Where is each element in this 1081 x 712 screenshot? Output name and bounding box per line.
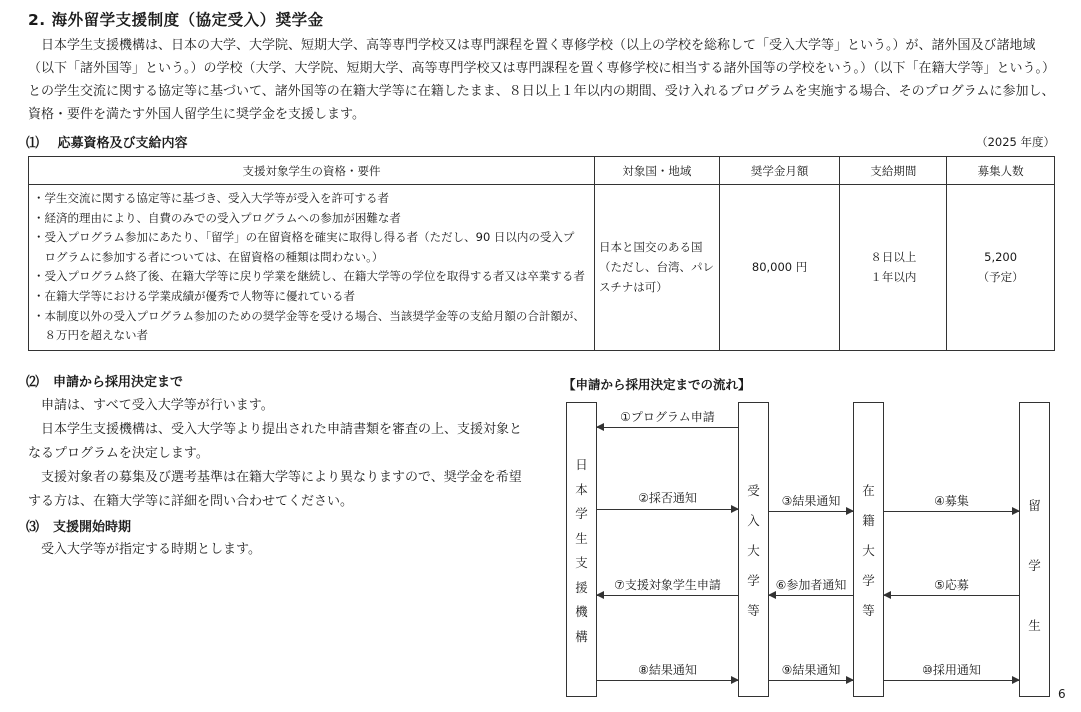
jasso-label bbox=[567, 453, 596, 649]
section1-number: ⑴ bbox=[26, 136, 40, 151]
arrow-right-icon bbox=[769, 511, 853, 512]
arrow-left-icon bbox=[597, 427, 738, 428]
arrow-left-icon bbox=[597, 595, 738, 596]
page-title: 2. 海外留学支援制度（協定受入）奨学金 bbox=[28, 11, 324, 29]
home-char: 大 bbox=[862, 543, 875, 558]
amount-cell: 80,000 円 bbox=[719, 185, 840, 351]
student-char: 学 bbox=[1028, 558, 1041, 573]
header-period: 支給期間 bbox=[840, 157, 947, 185]
country-line: スチナは可） bbox=[598, 280, 668, 295]
section2-number: ⑵ bbox=[26, 375, 40, 390]
step8-label: ⑧結果通知 bbox=[638, 663, 697, 677]
section3-text: 受入大学等が指定する時期とします。 bbox=[41, 542, 261, 557]
home-char: 在 bbox=[862, 483, 875, 498]
step5-label: ⑤応募 bbox=[934, 578, 969, 592]
home-char: 籍 bbox=[862, 513, 875, 528]
arrow-left-icon bbox=[884, 595, 1019, 596]
student-label bbox=[1020, 476, 1049, 656]
host-university-label bbox=[739, 476, 768, 626]
capacity-line: 5,200 bbox=[984, 250, 1018, 265]
jasso-char: 日 bbox=[575, 457, 588, 472]
step1-label: ①プログラム申請 bbox=[620, 410, 715, 424]
period-line: １年以内 bbox=[870, 270, 917, 285]
section3-title: 支援開始時期 bbox=[53, 520, 132, 535]
student-char: 留 bbox=[1028, 498, 1041, 513]
host-char: 等 bbox=[747, 603, 760, 618]
intro-paragraph: 日本学生支援機構は、日本の大学、大学院、短期大学、高等専門学校又は専門課程を置く専修学校（以上の学校を総称して「受入大学等」という。）が、諸外国及び諸地域（以下「諸外国等」という。）の学校（大学、大学院、短期大学、高等専門学校又は専門課程を置く専修学校に相当する諸外国等の学校をいう。）（以下「在籍大学等」という。）との学生交流に関する協定等に基づいて、諸外国等の在籍大学等に在籍したまま、８日以上１年以内の期間、受け入れるプログラムを実施する場合、そのプログラムに参加し、資格・要件を満たす外国人留学生に奨学金を支援します。 bbox=[28, 38, 1056, 122]
jasso-column bbox=[566, 402, 597, 697]
host-university-column bbox=[738, 402, 769, 697]
jasso-char: 構 bbox=[575, 628, 588, 644]
home-char: 等 bbox=[862, 603, 875, 618]
requirement-item: ・受入プログラム参加にあたり、「留学」の在留資格を確実に取得し得る者（ただし、90 日以内の受入プ bbox=[33, 230, 575, 245]
step7-label: ⑦支援対象学生申請 bbox=[614, 578, 721, 592]
jasso-char: 本 bbox=[575, 481, 588, 497]
arrow-right-icon bbox=[884, 680, 1019, 681]
arrow-right-icon bbox=[597, 509, 738, 510]
step2-label: ②採否通知 bbox=[638, 491, 697, 505]
period-cell bbox=[840, 185, 947, 351]
arrow-right-icon bbox=[769, 680, 853, 681]
step3-label: ③結果通知 bbox=[781, 494, 841, 508]
requirement-item: ログラムに参加する者については、在留資格の種類は問わない。） bbox=[33, 249, 384, 264]
step9-label: ⑨結果通知 bbox=[781, 663, 841, 677]
host-char: 入 bbox=[747, 513, 760, 528]
requirement-item: ・経済的理由により、自費のみでの受入プログラムへの参加が困難な者 bbox=[33, 210, 401, 225]
header-capacity: 募集人数 bbox=[947, 157, 1055, 185]
section2-paragraph: 支援対象者の募集及び選考基準は在籍大学等により異なりますので、奨学金を希望する方は、在籍大学等に詳細を問い合わせてください。 bbox=[28, 470, 522, 509]
section3-number: ⑶ bbox=[26, 520, 40, 535]
section2-body bbox=[28, 394, 533, 514]
section2-heading bbox=[26, 371, 197, 390]
table-header-row bbox=[29, 157, 1055, 185]
home-char: 学 bbox=[862, 573, 875, 588]
header-requirements: 支援対象学生の資格・要件 bbox=[29, 157, 595, 185]
step6-label: ⑥参加者通知 bbox=[775, 578, 847, 592]
home-university-label bbox=[854, 476, 883, 626]
section1-heading bbox=[26, 132, 188, 151]
country-line: （ただし、台湾、パレ bbox=[598, 260, 714, 275]
requirement-item: ８万円を超えない者 bbox=[33, 328, 148, 343]
student-char: 生 bbox=[1028, 618, 1041, 633]
step10-label: ⑩採用通知 bbox=[922, 663, 981, 677]
arrow-right-icon bbox=[597, 680, 738, 681]
capacity-cell bbox=[947, 185, 1055, 351]
fiscal-year-label: （2025 年度） bbox=[976, 135, 1055, 149]
jasso-char: 生 bbox=[575, 530, 588, 546]
requirement-item: ・学生交流に関する協定等に基づき、受入大学等が受入を許可する者 bbox=[33, 191, 390, 205]
page-number: 6 bbox=[1058, 687, 1066, 701]
host-char: 学 bbox=[747, 573, 760, 588]
section2-title: 申請から採用決定まで bbox=[53, 375, 184, 390]
intro-section bbox=[28, 34, 1060, 126]
country-cell bbox=[594, 185, 719, 351]
period-line: ８日以上 bbox=[870, 250, 917, 265]
header-amount: 奨学金月額 bbox=[719, 157, 840, 185]
table-row bbox=[29, 185, 1055, 351]
requirements-cell bbox=[29, 185, 595, 351]
section2-paragraph: 日本学生支援機構は、受入大学等より提出された申請書類を審査の上、支援対象となるプログラムを決定します。 bbox=[28, 422, 523, 461]
jasso-char: 機 bbox=[575, 604, 588, 619]
host-char: 大 bbox=[747, 543, 760, 558]
flow-diagram-title: 【申請から採用決定までの流れ】 bbox=[563, 377, 751, 392]
section2-paragraph: 申請は、すべて受入大学等が行います。 bbox=[41, 398, 274, 413]
arrow-left-icon bbox=[769, 595, 853, 596]
jasso-char: 援 bbox=[575, 579, 588, 595]
section3-heading bbox=[26, 516, 145, 535]
arrow-right-icon bbox=[884, 511, 1019, 512]
capacity-line: （予定） bbox=[977, 270, 1024, 285]
jasso-char: 支 bbox=[575, 555, 588, 570]
requirement-item: ・在籍大学等における学業成績が優秀で人物等に優れている者 bbox=[33, 288, 355, 303]
step4-label: ④募集 bbox=[934, 494, 969, 508]
country-line: 日本と国交のある国 bbox=[598, 240, 703, 255]
section1-title: 応募資格及び支給内容 bbox=[57, 136, 188, 151]
eligibility-table bbox=[28, 156, 1055, 351]
header-country: 対象国・地域 bbox=[594, 157, 719, 185]
host-char: 受 bbox=[747, 483, 760, 498]
requirement-item: ・受入プログラム終了後、在籍大学等に戻り学業を継続し、在籍大学等の学位を取得する者又は卒業する者 bbox=[33, 269, 585, 284]
home-university-column bbox=[853, 402, 884, 697]
jasso-char: 学 bbox=[575, 506, 588, 521]
requirement-item: ・本制度以外の受入プログラム参加のための奨学金等を受ける場合、当該奨学金等の支給月額の合計額が、 bbox=[33, 308, 585, 323]
student-column bbox=[1019, 402, 1050, 697]
